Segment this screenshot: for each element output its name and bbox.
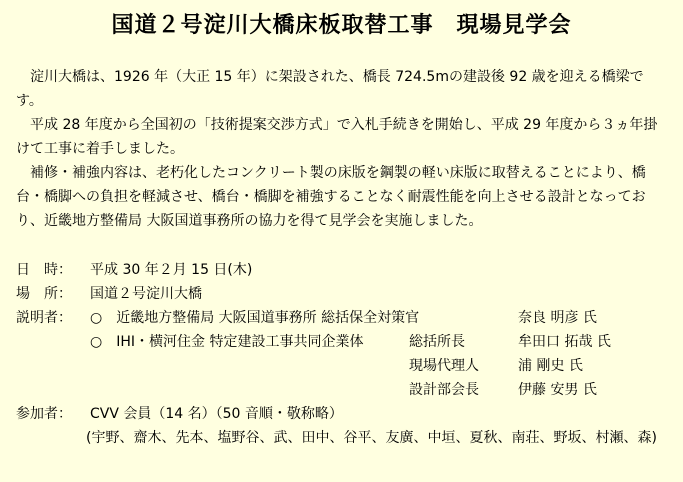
date-row [16, 258, 676, 282]
presenter-row-4 [16, 378, 676, 402]
presenter-row-3 [16, 354, 676, 378]
presenter-row-1 [16, 306, 676, 330]
participants-value: CVV 会員（14 名）（50 音順・敬称略） [90, 406, 343, 422]
presenter-row-2 [16, 330, 676, 354]
participants-list: (宇野、齋木、先本、塩野谷、武、田中、谷平、友廣、中垣、夏秋、南荘、野坂、村瀬、森) [86, 430, 657, 446]
presenter-label: 説明者： [16, 310, 72, 326]
place-label: 場 所： [16, 286, 72, 302]
presenter-name: 奈良 明彦 氏 [518, 310, 597, 326]
paragraph: 平成 28 年度から全国初の「技術提案交渉方式」で入札手続きを開始し、平成 29 年度から３ヵ年掛けて工事に着手しました。 [16, 117, 658, 157]
presenter-role: 設計部会長 [409, 382, 479, 398]
page-title: 国道２号淀川大橋床板取替工事 現場見学会 [111, 13, 572, 38]
paragraph: 淀川大橋は、1926 年（大正 15 年）に架設された、橋長 724.5mの建設後 92 歳を迎える橋梁です。 [16, 69, 644, 109]
presenter-role: 総括所長 [409, 334, 465, 350]
presenter-role: 現場代理人 [409, 358, 479, 374]
presenter-name: 浦 剛史 氏 [518, 358, 583, 374]
description [16, 65, 668, 233]
presenter-org: ○ 近畿地方整備局 大阪国道事務所 総括保全対策官 [90, 310, 420, 326]
date-label: 日 時： [16, 262, 72, 278]
presenter-org: ○ IHI・横河住金 特定建設工事共同企業体 [90, 334, 364, 350]
place-value: 国道２号淀川大橋 [90, 286, 202, 302]
presenter-name: 伊藤 安男 氏 [518, 382, 597, 398]
date-value: 平成 30 年２月 15 日(木) [90, 262, 253, 278]
participants-label: 参加者： [16, 406, 72, 422]
place-row [16, 282, 676, 306]
participants-list-wrap [16, 426, 676, 474]
paragraph: 補修・補強内容は、老朽化したコンクリート製の床版を鋼製の軽い床版に取替えることにより、橋台・橋脚への負担を軽減させ、橋台・橋脚を補強することなく耐震性能を向上させる設計となっており、近畿地方整備局 大阪国道事務所の協力を得て見学会を実施しました。 [16, 165, 646, 229]
presenter-name: 牟田口 拓哉 氏 [518, 334, 611, 350]
event-info [16, 258, 676, 474]
participants-row [16, 402, 676, 426]
